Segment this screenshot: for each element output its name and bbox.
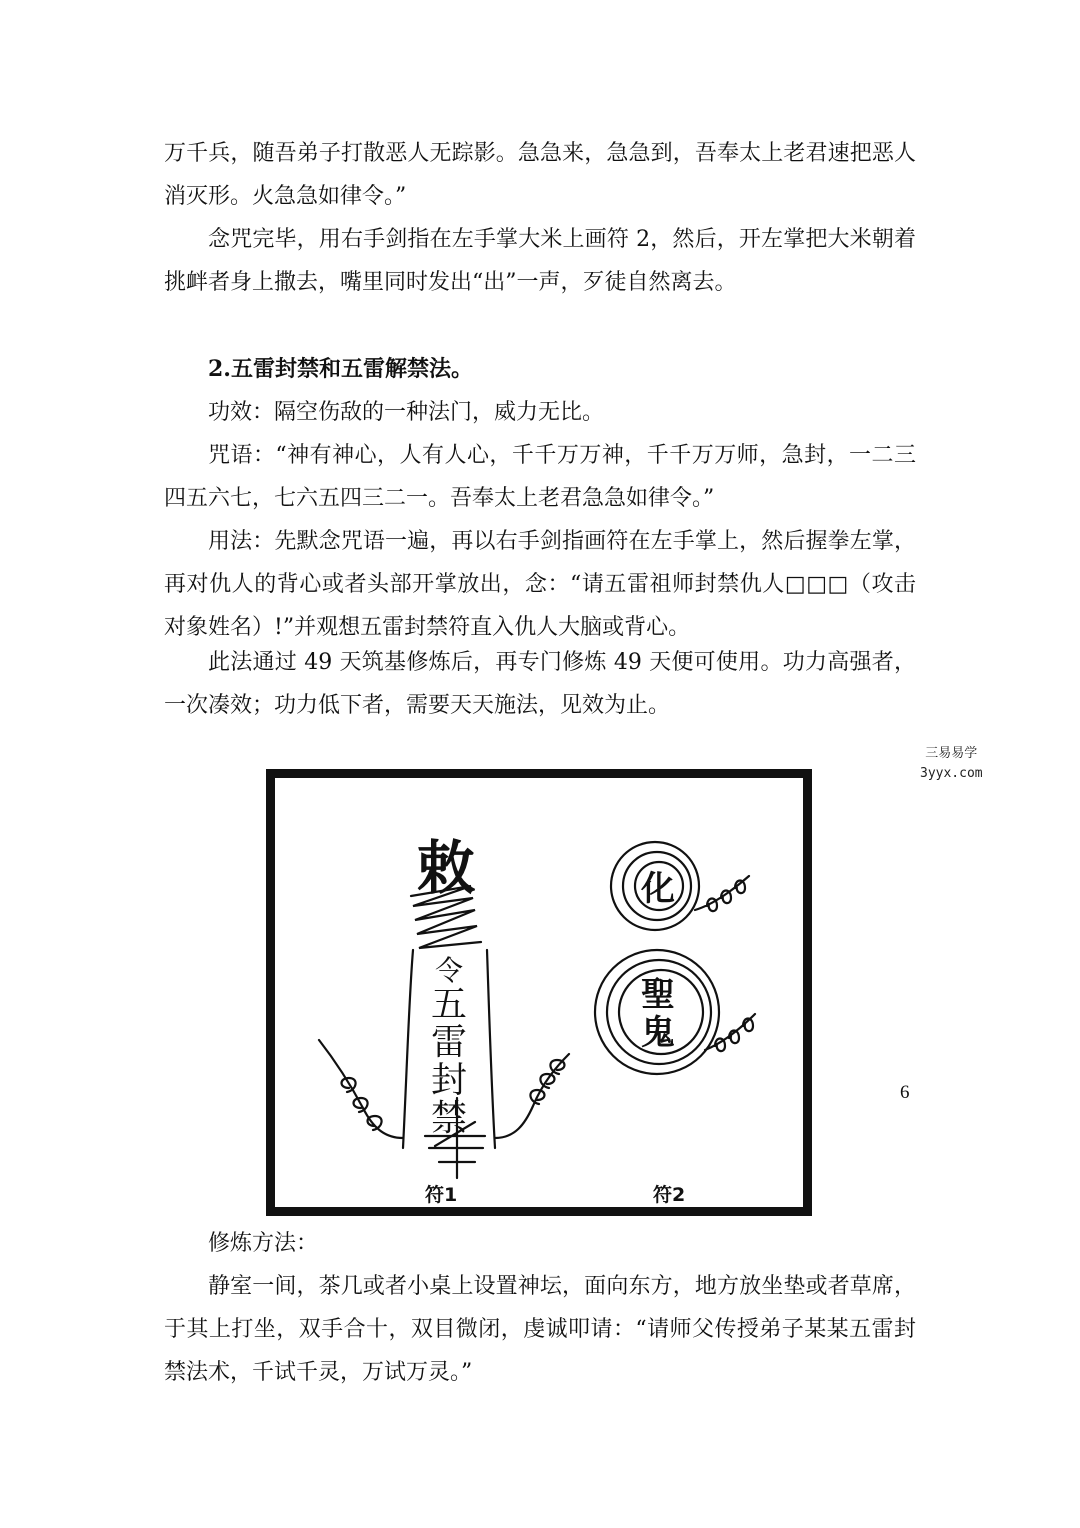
paragraph-effect: 功效：隔空伤敌的一种法门，威力无比。 [208, 400, 605, 425]
talisman-1-char-2: 五 [431, 984, 468, 1025]
paragraph-cultivation-days: 此法通过 49 天筑基修炼后，再专门修炼 49 天便可使用。功力高强者，一次凑效；功力低下者，需要天天施法，见效为止。 [164, 650, 916, 718]
paragraph-incantation: 咒语：“神有神心，人有人心，千千万万神，千千万万师，急封，一二三四五六七，七六五四三二一。吾奉太上老君急急如律令。” [164, 443, 916, 511]
caption-talisman-1: 符1 [425, 1184, 458, 1206]
paragraph-method: 静室一间，茶几或者小桌上设置神坛，面向东方，地方放坐垫或者草席，于其上打坐，双手合十，双目微闭，虔诚叩请：“请师父传授弟子某某五雷封禁法术，千试千灵，万试万灵。” [164, 1274, 916, 1385]
paragraph-continuation: 万千兵，随吾弟子打散恶人无踪影。急急来，急急到，吾奉太上老君速把恶人消灭形。火急急如律令。” [164, 141, 916, 209]
talisman-2-top-char: 化 [641, 869, 675, 909]
caption-talisman-2: 符2 [653, 1184, 686, 1206]
paragraph-method-heading: 修炼方法： [208, 1231, 319, 1256]
talisman-1-char-3: 雷 [431, 1022, 468, 1063]
talisman-2-upper-tail [695, 876, 749, 911]
paragraph-chant-complete: 念咒完毕，用右手剑指在左手掌大米上画符 2，然后，开左掌把大米朝着挑衅者身上撒去，嘴里同时发出“出”一声，歹徒自然离去。 [164, 227, 916, 295]
watermark [920, 744, 983, 784]
watermark-line-2: 3yyx.com [920, 766, 983, 781]
talisman-2-char-1: 聖 [641, 975, 675, 1015]
talisman-2-lower-tail [705, 1014, 755, 1051]
talisman-figure [266, 769, 812, 1216]
talisman-1-char-1: 令 [435, 954, 464, 987]
talisman-1-top-char: 敕 [417, 834, 476, 902]
talisman-1-left-curl [319, 1040, 403, 1138]
talisman-drawing [275, 778, 803, 1207]
talisman-1-right-side [487, 950, 495, 1148]
talisman-2-char-2: 鬼 [641, 1013, 675, 1053]
paragraph-usage: 用法：先默念咒语一遍，再以右手剑指画符在左手掌上，然后握拳左掌，再对仇人的背心或者头部开掌放出，念：“请五雷祖师封禁仇人□□□（攻击对象姓名）!”并观想五雷封禁符直入仇人大脑或背心。 [164, 529, 916, 640]
talisman-1-char-5: 禁 [431, 1098, 468, 1139]
section-heading: 2.五雷封禁和五雷解禁法。 [208, 356, 473, 382]
watermark-line-1: 三易易学 [925, 746, 978, 761]
talisman-1-left-side [403, 950, 413, 1148]
page-number: 6 [900, 1082, 910, 1103]
talisman-1-char-4: 封 [431, 1060, 468, 1101]
talisman-1-right-curl [495, 1054, 569, 1138]
